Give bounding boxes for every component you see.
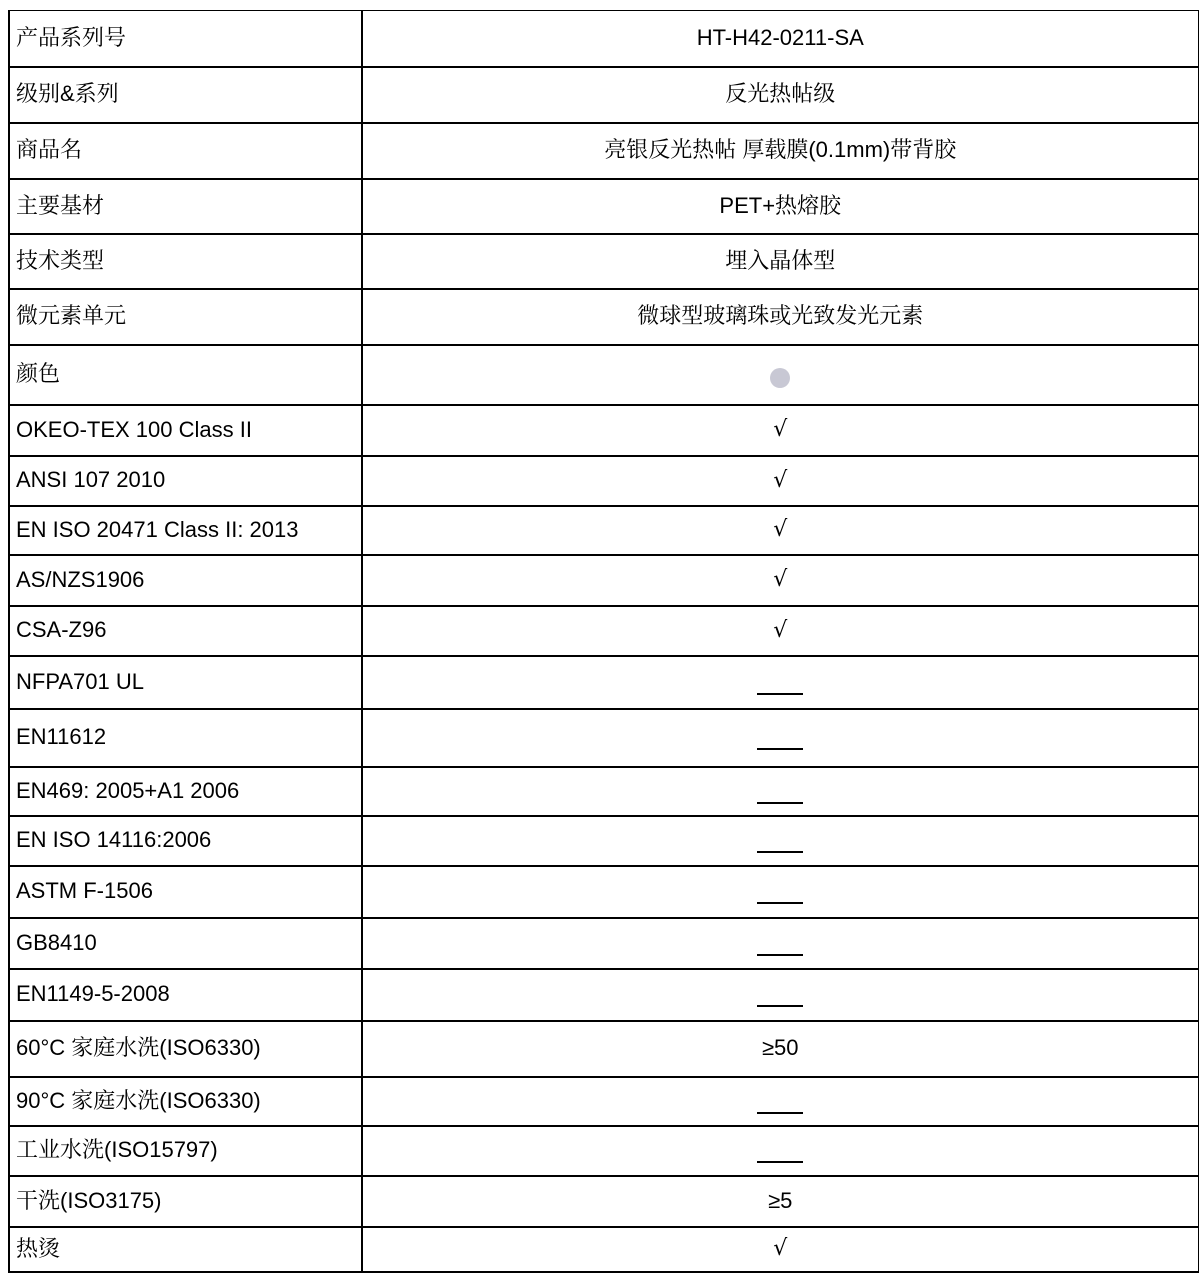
row-value	[362, 456, 1198, 506]
table-row	[9, 866, 1198, 918]
row-value	[362, 709, 1198, 767]
row-value	[362, 767, 1198, 816]
row-value-text: 埋入晶体型	[725, 247, 836, 273]
check-mark: √	[773, 417, 788, 443]
table-row	[9, 289, 1198, 345]
row-label: 主要基材	[9, 179, 362, 234]
row-label: EN11612	[9, 709, 362, 767]
row-label: 技术类型	[9, 234, 362, 289]
row-value-color	[362, 345, 1198, 405]
table-row	[9, 456, 1198, 506]
row-value	[362, 234, 1198, 289]
row-value	[362, 816, 1198, 866]
not-applicable-dash	[757, 851, 803, 853]
check-mark: √	[773, 517, 788, 543]
row-value	[362, 506, 1198, 555]
row-label: 商品名	[9, 123, 362, 179]
row-value-text: 亮银反光热帖 厚载膜(0.1mm)带背胶	[604, 137, 957, 163]
row-value	[362, 656, 1198, 709]
table-row	[9, 234, 1198, 289]
table-row	[9, 67, 1198, 123]
row-label: 热烫	[9, 1227, 362, 1272]
row-value	[362, 555, 1198, 606]
row-value-text: ≥5	[768, 1187, 793, 1213]
spec-table	[8, 10, 1199, 1273]
row-value	[362, 969, 1198, 1021]
spec-table-body	[9, 11, 1198, 1272]
table-row	[9, 656, 1198, 709]
row-value	[362, 1176, 1198, 1227]
row-label: 颜色	[9, 345, 362, 405]
row-label: 微元素单元	[9, 289, 362, 345]
not-applicable-dash	[757, 1005, 803, 1007]
table-row	[9, 1077, 1198, 1126]
table-row	[9, 709, 1198, 767]
check-mark: √	[773, 567, 788, 593]
color-swatch	[770, 368, 790, 388]
not-applicable-dash	[757, 954, 803, 956]
check-mark: √	[773, 467, 788, 493]
table-row	[9, 1126, 1198, 1176]
table-row	[9, 1021, 1198, 1077]
row-label: EN469: 2005+A1 2006	[9, 767, 362, 816]
row-label: EN ISO 20471 Class II: 2013	[9, 506, 362, 555]
table-row	[9, 1176, 1198, 1227]
row-label: 60°C 家庭水洗(ISO6330)	[9, 1021, 362, 1077]
table-row	[9, 969, 1198, 1021]
row-value	[362, 405, 1198, 456]
table-row	[9, 345, 1198, 405]
check-mark: √	[773, 617, 788, 643]
row-label: AS/NZS1906	[9, 555, 362, 606]
row-value	[362, 1227, 1198, 1272]
not-applicable-dash	[757, 802, 803, 804]
not-applicable-dash	[757, 748, 803, 750]
row-value	[362, 123, 1198, 179]
row-value-text: 微球型玻璃珠或光致发光元素	[637, 303, 924, 329]
table-row	[9, 123, 1198, 179]
row-label: ANSI 107 2010	[9, 456, 362, 506]
row-value	[362, 1021, 1198, 1077]
row-label: NFPA701 UL	[9, 656, 362, 709]
row-label: ASTM F-1506	[9, 866, 362, 918]
row-label: 90°C 家庭水洗(ISO6330)	[9, 1077, 362, 1126]
row-value	[362, 289, 1198, 345]
table-row	[9, 606, 1198, 656]
row-label: EN1149-5-2008	[9, 969, 362, 1021]
row-value	[362, 866, 1198, 918]
not-applicable-dash	[757, 1161, 803, 1163]
table-row	[9, 506, 1198, 555]
table-row	[9, 1227, 1198, 1272]
row-label: 工业水洗(ISO15797)	[9, 1126, 362, 1176]
table-row	[9, 179, 1198, 234]
row-label: 级别&系列	[9, 67, 362, 123]
row-value	[362, 606, 1198, 656]
row-label: 干洗(ISO3175)	[9, 1176, 362, 1227]
row-value	[362, 11, 1198, 67]
row-value	[362, 67, 1198, 123]
row-label: OKEO-TEX 100 Class II	[9, 405, 362, 456]
not-applicable-dash	[757, 902, 803, 904]
row-value	[362, 1077, 1198, 1126]
table-row	[9, 555, 1198, 606]
table-row	[9, 767, 1198, 816]
row-label: 产品系列号	[9, 11, 362, 67]
row-value	[362, 1126, 1198, 1176]
row-label: GB8410	[9, 918, 362, 969]
row-value-text: ≥50	[761, 1035, 799, 1061]
table-row	[9, 11, 1198, 67]
row-value-text: 反光热帖级	[725, 81, 836, 107]
row-value	[362, 179, 1198, 234]
not-applicable-dash	[757, 693, 803, 695]
row-value-text: HT-H42-0211-SA	[696, 25, 864, 51]
not-applicable-dash	[757, 1112, 803, 1114]
table-row	[9, 405, 1198, 456]
table-row	[9, 816, 1198, 866]
row-label: EN ISO 14116:2006	[9, 816, 362, 866]
check-mark: √	[773, 1236, 788, 1262]
row-value-text: PET+热熔胶	[719, 192, 842, 218]
row-label: CSA-Z96	[9, 606, 362, 656]
row-value	[362, 918, 1198, 969]
table-row	[9, 918, 1198, 969]
